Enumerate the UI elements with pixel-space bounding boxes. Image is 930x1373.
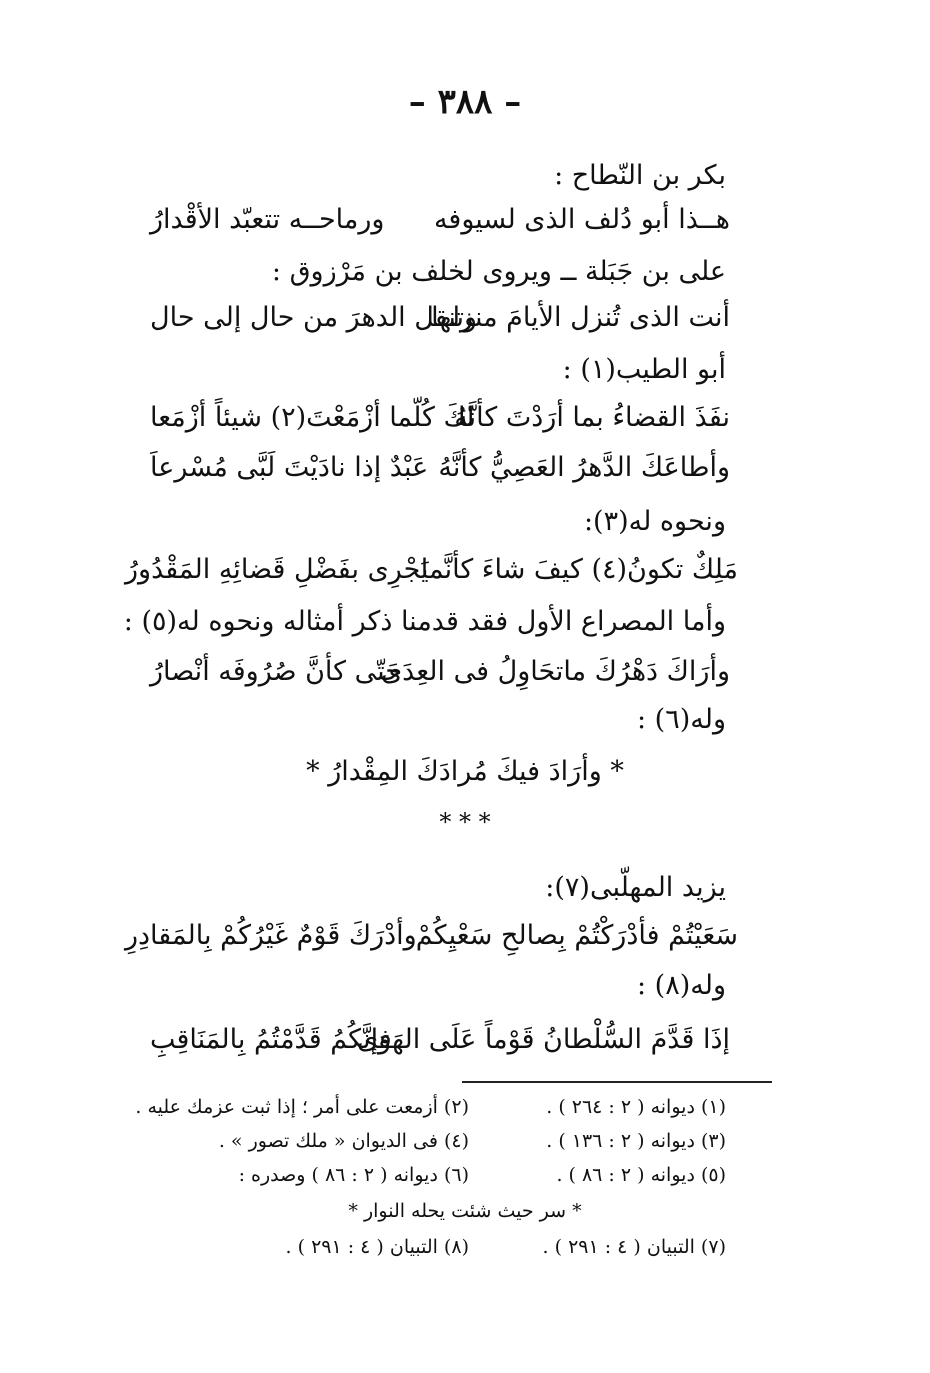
poet-heading: وله(٨) : [636,970,726,1001]
poet-heading: وله(٦) : [636,704,726,735]
footnote: (٢) أزمعت على أمر ؛ إذا ثبت عزمك عليه . [135,1096,469,1118]
verse-second-hemistich: ورماحــه تتعبّد الأقْدارُ [150,204,385,235]
verse-line [150,204,730,244]
footnote: (١) ديوانه ( ٢ : ٢٦٤ ) . [546,1096,726,1118]
verse-line [150,1024,730,1064]
page-number: – ٣٨٨ – [408,82,522,122]
poet-heading: بكر بن النّطاح : [554,160,726,191]
footnote-row [135,1096,726,1126]
verse-line [125,920,738,960]
verse-first-hemistich: نفَذَ القضاءُ بما أرَدْتَ كأنَّهُ [454,402,730,433]
footnote: (٤) فى الديوان « ملك تصور » . [218,1130,469,1152]
footnote-row [150,1164,726,1194]
verse-line [150,452,730,492]
verse-first-hemistich: سَعَيْتُمْ فأدْرَكْتُمْ بِصالحِ سَعْيِكُمْ [415,920,738,951]
verse-second-hemistich: يَجْرِى بفَضْلِ قَضائِهِ المَقْدُورُ [125,554,429,585]
footnote-verse: * سر حيث شئت يحله النوار * [348,1200,582,1222]
verse-second-hemistich: حَتّى كأنَّ صُرُوفَه أنْصارُ [150,656,402,687]
verse-line [150,402,730,442]
footnote: (٧) التبيان ( ٤ : ٢٩١ ) . [542,1236,726,1258]
verse-first-hemistich: وأطاعَكَ الدَّهرُ العَصِيُّ كأنَّهُ [438,452,730,483]
centered-hemistich: * وأرَادَ فيكَ مُرادَكَ المِقْدارُ * [306,756,624,787]
footnote-row [150,1236,726,1266]
verse-line [125,554,738,594]
verse-line [150,302,730,342]
verse-first-hemistich: إذَا قَدَّمَ السُّلْطانُ قَوْماً عَلَى الهَوَى [356,1024,730,1055]
poet-heading: أبو الطيب(١) : [562,354,726,385]
prose-line: وأما المصراع الأول فقد قدمنا ذكر أمثاله ونحوه له(٥) : [123,606,726,637]
footnote: (٨) التبيان ( ٤ : ٢٩١ ) . [285,1236,469,1258]
verse-second-hemistich: فإنَّكُمُ قَدَّمْتُمُ بِالمَنَاقِبِ [150,1024,392,1055]
poet-heading: يزيد المهلّبى(٧): [545,872,726,903]
footnote: (٦) ديوانه ( ٢ : ٨٦ ) وصدره : [238,1164,469,1186]
footnote: (٥) ديوانه ( ٢ : ٨٦ ) . [556,1164,726,1186]
poet-heading: ونحوه له(٣): [583,506,726,537]
verse-second-hemistich: وتنقل الدهرَ من حال إلى حال [150,302,478,333]
section-separator: * * * [439,808,491,836]
verse-first-hemistich: مَلِكٌ تكونُ(٤) كيفَ شاءَ كأنَّما [420,554,738,585]
verse-first-hemistich: وأرَاكَ دَهْرُكَ ماتحَاوِلُ فى العِدَى [380,656,730,687]
verse-second-hemistich: عَبْدٌ إذا نادَيْتَ لَبَّى مُسْرعاَ [150,452,429,483]
verse-second-hemistich: لكَ كُلّما أزْمَعْتَ(٢) شيئاً أزْمَعا [150,402,475,433]
verse-line [150,656,730,696]
footnote-row [150,1130,726,1160]
poet-heading: على بن جَبَلة ــ ويروى لخلف بن مَرْزوق : [271,256,726,287]
verse-second-hemistich: وأدْرَكَ قَوْمٌ غَيْرُكُمْ بِالمَقادِرِ [125,920,417,951]
footnote: (٣) ديوانه ( ٢ : ١٣٦ ) . [546,1130,726,1152]
verse-first-hemistich: هــذا أبو دُلف الذى لسيوفه [433,204,730,235]
footnote-divider [462,1081,772,1083]
verse-first-hemistich: أنت الذى تُنزل الأيامَ منزلها [431,302,730,333]
